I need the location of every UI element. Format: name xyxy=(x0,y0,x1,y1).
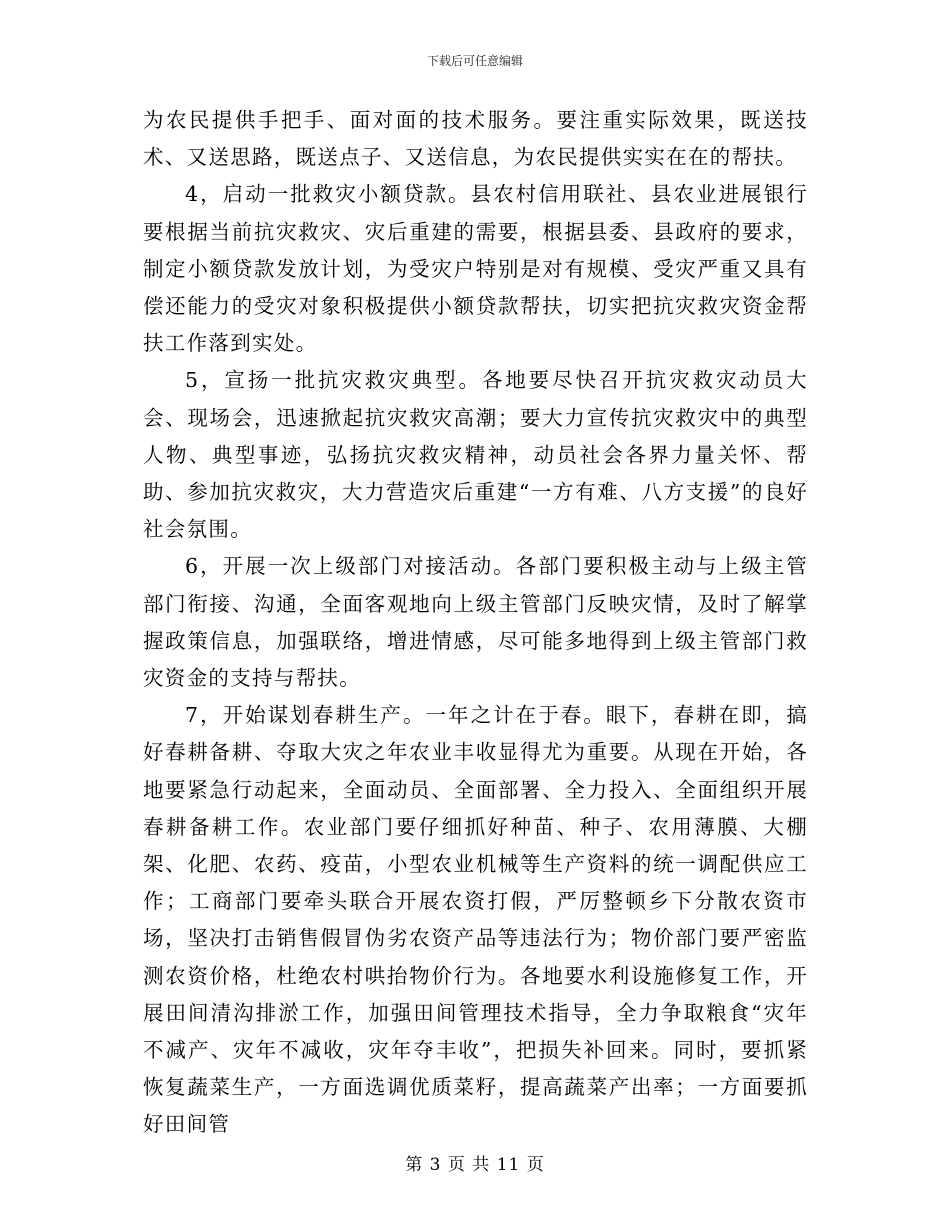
paragraph-3: 5，宣扬一批抗灾救灾典型。各地要尽快召开抗灾救灾动员大会、现场会，迅速掀起抗灾救灾高潮；要大力宣传抗灾救灾中的典型人物、典型事迹，弘扬抗灾救灾精神，动员社会各界力量关怀、帮助、参加抗灾救灾，大力营造灾后重建“一方有难、八方支援”的良好社会氛围。 xyxy=(143,368,808,542)
page-header-note: 下载后可任意编辑 xyxy=(426,54,523,68)
paragraph-4: 6，开展一次上级部门对接活动。各部门要积极主动与上级主管部门衔接、沟通，全面客观地向上级主管部门反映灾情，及时了解掌握政策信息，加强联络，增进情感，尽可能多地得到上级主管部门救灾资金的支持与帮扶。 xyxy=(143,554,808,691)
page-number-footer: 第 3 页 共 11 页 xyxy=(405,1155,545,1175)
document-body xyxy=(143,102,808,1144)
paragraph-1: 为农民提供手把手、面对面的技术服务。要注重实际效果，既送技术、又送思路，既送点子、又送信息，为农民提供实实在在的帮扶。 xyxy=(143,108,808,170)
paragraph-5: 7，开始谋划春耕生产。一年之计在于春。眼下，春耕在即，搞好春耕备耕、夺取大灾之年农业丰收显得尤为重要。从现在开始，各地要紧急行动起来，全面动员、全面部署、全力投入、全面组织开展春耕备耕工作。农业部门要仔细抓好种苗、种子、农用薄膜、大棚架、化肥、农药、疫苗，小型农业机械等生产资料的统一调配供应工作；工商部门要牵头联合开展农资打假，严厉整顿乡下分散农资市场，坚决打击销售假冒伪劣农资产品等违法行为；物价部门要严密监测农资价格，杜绝农村哄抬物价行为。各地要水利设施修复工作，开展田间清沟排淤工作，加强田间管理技术指导，全力争取粮食“灾年不减产、灾年不减收，灾年夺丰收”，把损失补回来。同时，要抓紧恢复蔬菜生产，一方面选调优质菜籽，提高蔬菜产出率；一方面要抓好田间管 xyxy=(143,703,808,1137)
paragraph-2: 4，启动一批救灾小额贷款。县农村信用联社、县农业进展银行要根据当前抗灾救灾、灾后重建的需要，根据县委、县政府的要求，制定小额贷款发放计划，为受灾户特别是对有规模、受灾严重又具有偿还能力的受灾对象积极提供小额贷款帮扶，切实把抗灾救灾资金帮扶工作落到实处。 xyxy=(143,182,808,356)
